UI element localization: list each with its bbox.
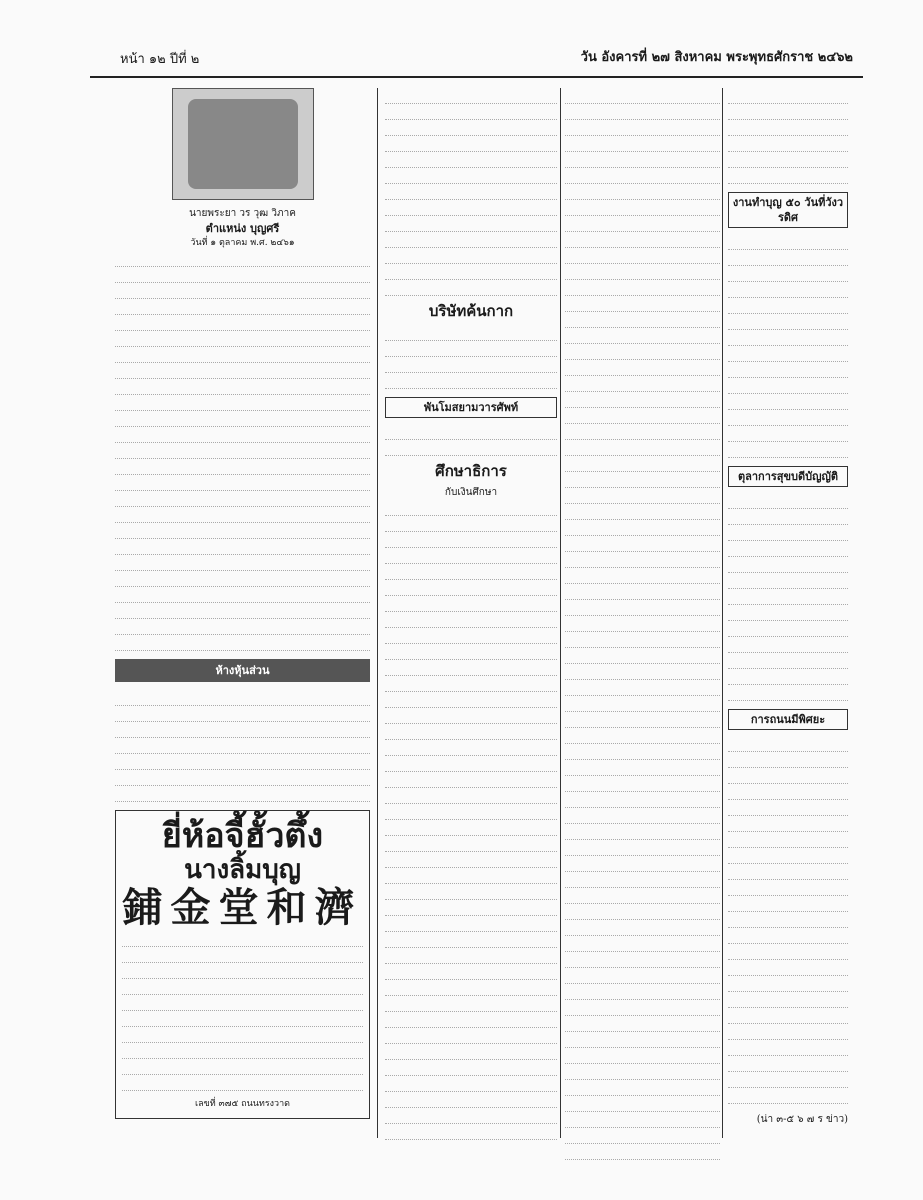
ad-chinese-name: 鋪金堂和濟 bbox=[122, 884, 363, 931]
column-divider bbox=[377, 88, 378, 1138]
column-4 bbox=[728, 88, 848, 1127]
column-divider bbox=[560, 88, 561, 1138]
image-caption: นายพระยา วร วุฒ วิภาค bbox=[189, 208, 296, 219]
portrait-image bbox=[172, 88, 314, 200]
news-heading: การถนนมีพิศยะ bbox=[728, 709, 848, 730]
ad-body bbox=[122, 931, 363, 1091]
body-text bbox=[728, 736, 848, 1104]
date-line: วันที่ ๑ ตุลาคม พ.ศ. ๒๔๖๑ bbox=[190, 238, 295, 248]
body-text bbox=[385, 424, 557, 456]
ad-title: ยี่ห้อจี้ฮั้วตึ้ง bbox=[161, 816, 324, 856]
ad-subtitle: นางลิ้มบุญ bbox=[184, 855, 301, 885]
body-text bbox=[115, 251, 370, 651]
company-heading: บริษัทค้นกาก bbox=[428, 302, 514, 320]
page-reference: (น่า ๓-๕ ๖ ๗ ร ข่าว) bbox=[756, 1114, 848, 1125]
body-text bbox=[385, 325, 557, 389]
masthead-line bbox=[90, 42, 863, 78]
news-heading: งานทำบุญ ๕๐ วันที่วังวรดิศ bbox=[728, 192, 848, 228]
article-heading: ศึกษาธิการ bbox=[435, 462, 507, 480]
body-text bbox=[728, 493, 848, 701]
page-number: หน้า ๑๒ ปีที่ ๒ bbox=[120, 52, 200, 67]
news-heading: ตุลาการสุขบดีบัญญัติ bbox=[728, 466, 848, 487]
body-text bbox=[385, 88, 557, 296]
section-banner: ห้างหุ้นส่วน bbox=[115, 659, 370, 682]
ad-footnote: เลขที่ ๓๗๕ ถนนทรงวาด bbox=[195, 1099, 290, 1109]
article-body bbox=[385, 500, 557, 1140]
body-text bbox=[728, 234, 848, 458]
article-subheading: กับเงินศึกษา bbox=[444, 487, 498, 498]
column-1 bbox=[115, 88, 370, 1119]
column-divider bbox=[722, 88, 723, 1138]
column-2 bbox=[385, 88, 557, 1140]
listing-text bbox=[115, 690, 370, 802]
issue-date: วัน อังคารที่ ๒๗ สิงหาคม พระพุทธศักราช ๒๔๖๒ bbox=[580, 50, 853, 65]
section-heading: พันโมสยามวารศัพท์ bbox=[385, 397, 557, 418]
body-text bbox=[565, 88, 720, 1160]
column-3 bbox=[565, 88, 720, 1160]
image-subcaption: ตำแหน่ง บุญศรี bbox=[205, 222, 280, 235]
body-text bbox=[728, 88, 848, 184]
advertisement bbox=[115, 810, 370, 1119]
